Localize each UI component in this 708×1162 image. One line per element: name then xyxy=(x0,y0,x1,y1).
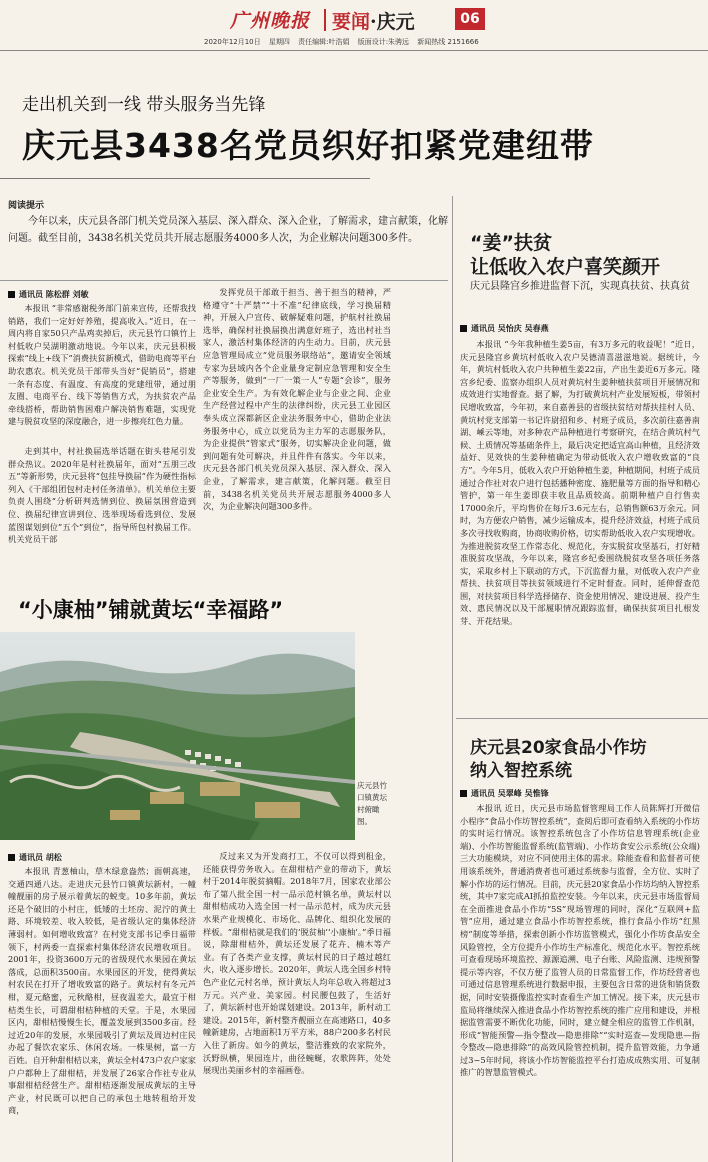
main-lead: 今年以来，庆元县各部门机关党员深入基层、深入群众、深入企业，了解需求，建言献策，化解问题。截至目前，3438名机关党员共开展志愿服务4000多人次，为企业解决问题300多件。 xyxy=(8,216,448,244)
pomelo-col-1: 本报讯 青葱柚山，草木绿意盎然；面朝高速，交通四通八达。走进庆元县竹口镇黄坛新村，一幢幢靓丽的房子展示着黄坛的蜕变。10多年前，黄坛还是个破旧的小村庄，低矮的土坯房、泥泞的黄土路、环境较差、收入较低，是省级认定的集体经济薄弱村。如何增收致富？在村党支部书记季日福带领下，村两委一直探索村集体经济农民增收项目。2001年，投资3600万元的省级现代水果园在黄坛落成，总面积3500亩。水果园区的开发，使得黄坛村农民在打开了增收致富的路子。黄坛村有冬元芦柑，夏元酪蜜，元秋酪柑，昼夜温差大，最宜于柑桔类生长，可谓甜柑桔种植的天堂。于是，水果园区内，甜柑桔慢慢生长，覆盖发展到3500多亩。经过近20年的发展，水果园吸引了黄坛及周边村庄民办起了餐饮农家乐、休闲农场。一株果树，富一方百姓。自开种甜柑桔以来，黄坛全村473户农户家家户户都种上了甜柑桔，并发展了26家合作社专业从事甜柑桔经营生产。甜柑桔逐渐发展成黄坛的主导产业，村民既可以把自己的承包土地转租给开发商， xyxy=(8,866,196,1116)
pomelo-col-2: 反过来又为开发商打工，不仅可以得到租金，还能获得劳务收入。在甜柑桔产业的带动下，黄坛村于2014年脱贫摘帽。2018年7月，国家农业部公布了第八批全国一村一品示范村镇名单，黄坛村以甜柑桔成功入选全国一村一品示范村，成为庆元县水果产业规模化、市场化、品牌化、组织化发展的样板。“甜柑桔就是我们的‘脱贫柚’‘小康柚’。”季日福说，除甜柑桔外，黄坛还发展了花卉、楠木等产业。有了各类产业支撑，黄坛村民的日子越过越红火，收入逐步增长。2020年，黄坛人选全国乡村特色产业亿元村名单，预计黄坛人均年总收入将超过3万元。兴产业、美家园。村民腰包鼓了，生活好了，黄坛新村也开始谋划建设。2013年，新村动工建设。2015年，新村整齐靓丽立在高速路口，40多幢新建房，占地面积1万平方米，88户200多名村民入住了新房。如今的黄坛，整洁雅致的农家院外，沃野纵横，果园连片，曲径蜿蜒，农歌阵阵，处处展现出美丽乡村的幸福画卷。 xyxy=(203,851,391,1076)
ginger-headline-1: “姜”扶贫 xyxy=(470,232,552,254)
ginger-headline-2: 让低收入农户喜笑颜开 xyxy=(470,256,661,278)
masthead-divider xyxy=(324,9,326,31)
issue-weekday: 星期四 xyxy=(268,38,290,46)
masthead-rule xyxy=(0,50,708,51)
village-aerial-photo xyxy=(0,632,355,840)
main-headline: 庆元县3438名党员织好扣紧党建纽带 xyxy=(22,126,594,165)
masthead-meta xyxy=(204,37,485,47)
food-headline-2: 纳入智控系统 xyxy=(470,761,572,781)
newspaper-logo: 广州晚报 xyxy=(230,10,311,32)
main-col-3: 发挥党员干部敢于担当、善于担当的精神，严格遵守“十严禁”“十不准”纪律底线，学习换届精神，开展入户宣传、破解疑难问题，护航村社换届选举，确保村社换届换出满意好班子，选出村社当家人，激活村集体经济的内生动力。目前，庆元县应急管理局成立“党员服务联络站”，邀请安全领域专家为县域内各个企业量身定制应急管理和安全生产等服务，做到“一厂一策一人”专题“会诊”，服务企业安全生产。为有效化解企业与企业之间、企业生产经营过程中产生的法律纠纷，庆元县工业园区奉头成立深都新区企业法务服务中心，借助企业法务服务中心，成立以党员为主力军的志愿服务队，为企业提供“管家式”服务，切实解决企业问题，做到问题有处可解决，并且件件有落实。今年以来，庆元县各部门机关党员深入基层、深入群众、深入企业，了解需求，建言献策，化解问题。截至目前，3438名机关党员共开展志愿服务4000多人次，为企业解决问题300多件。 xyxy=(203,287,391,512)
right-section-rule xyxy=(456,718,708,719)
headline-rule xyxy=(0,178,370,179)
main-kicker: 走出机关到一线 带头服务当先锋 xyxy=(22,95,266,115)
news-hotline: 新闻热线 2151666 xyxy=(417,38,479,46)
ginger-subhead: 庆元县隆宫乡推进监督下沉，实现真扶贫、扶真贫 xyxy=(470,281,690,292)
page-number: 06 xyxy=(455,8,485,30)
byline-square-icon xyxy=(8,854,15,861)
section-region: ·庆元 xyxy=(370,11,415,33)
main-col-1: 本报讯 “非常感谢税务部门前来宣传，还帮我找销路，我们一定好好养殖，提高收入。”近日，在一周内将自家50只产品鸡卖掉后，庆元县竹口镇竹上村低收户吴湖明激动地说。今年以来，庆元县积极探索“线上+线下”消费扶贫新模式，借助电商等平台助农惠农。机关党员干部带头当好“促销员”，搭建一条有态度、有温度、有高度的党建纽带，通过朋友圈、电商平台、线下等销售方式，为扶贫农产品牵线搭桥，帮助销售困难户解决销售难题，实现党建与脱贫攻坚的深度融合，进一步擦亮红色力量。 xyxy=(8,303,196,427)
food-headline-1: 庆元县20家食品小作坊 xyxy=(470,738,647,758)
byline-square-icon xyxy=(460,325,467,332)
village-aerial-illustration xyxy=(0,632,355,840)
byline-square-icon xyxy=(8,291,15,298)
ginger-body: 本报讯 “今年我种植生姜5亩，有3万多元的收益呢！”近日，庆元县隆宫乡黄坑村低收入农户吴德清喜滋滋地说。据统计，今年，黄坑村低收入农户共种植生姜22亩，产出生姜近6万多元。隆宫乡纪委、监察办组织人员对黄坑村生姜种植扶贫项目开展情况和成效进行实地督查。据了解，为打破黄坑村产业发展短板，带领村民增收致富，今年初，来自嘉善县的省级扶贫结对帮扶挂村人员、黄坑村党支部第一书记许尉招和乡、村班子成员，多次前往嘉善南湖、嵊云等地，对多种农产品种植进行考察研究，在结合黄坑村气候、土质情况等基础条件上，最后决定把适宜高山种植，且经济效益好、见效快的生姜种植确定为带动低收入农户增收致富的“良方”。今年5月，低收入农户开始种植生姜，种植期间，村班子成员通过合作社对农户进行包括播种密度、施肥量等方面的指导和精心管护，第一年生姜即获丰收且品质较高。前期种植户自行售卖17000余斤，平均售价在每斤3.6元左右，总销售额63万余元。同时，为方便农户销售，减少运输成本，提升经济效益，村班子成员多次寻找收购商，协商收购价格，切实帮助低收入农户实现增收。为推进脱贫攻坚工作常态化、规范化，夯实脱贫攻坚基石，打好精准脱贫攻坚战，今年以来，隆宫乡纪委围绕脱贫攻坚各项任务落实，采取乡村上下联动的方式，下沉监督力量，对低收入农户产业帮扶、扶贫项目等扶贫领域进行不定时督查。同时，延伸督查范围，对扶贫项目科学选择储存、资金使用情况、建设进展、投产生效、惠民情况以及干部履职情况跟踪监督，确保扶贫项目扎根发芽、开花结果。 xyxy=(460,339,700,627)
food-body: 本报讯 近日，庆元县市场监督管理局工作人员陈辉打开微信小程序“食品小作坊智控系统”，查阅后即可查看纳入系统的小作坊的实时运行情况。该智控系统包含了小作坊信息管理系统(企业端)、小作坊智能监督系统(监管端)、小作坊食安公示系统(公众端)三大功能模块，对应不同使用主体的需求。除能查看和监督者可使用该系统外，普通消费者也可通过系统参与监督，全方位、实时了解小作坊的运行情况。目前，庆元县20家食品小作坊均纳入智控系统，其中7家完成AI抓拍监控安装。今年以来，庆元县市场监督局在全面推进食品小作坊“5S”现场管理的同时，深化“互联网+监管”应用，通过建立食品小作坊智控系统，推行食品小作坊“红黑榜”制度等举措，探索创新小作坊监管模式，强化小作坊食品安全风险管控，全方位提升小作坊生产标准化、规范化水平。智控系统可查看现场环境监控、源源追溯、电子台账、风险监测、违规预警提示等内容，不仅方便了监管人员的日常监督工作，作坊经营者也可通过信息管理系统进行数据申报，主要包含日常的进货和销货数据，同时安装摄像监控实时查看生产加工情况。接下来，庆元县市监局将继续深入推进食品小作坊智控系统的推广应用和建设，并根据监管需要不断优化功能，同时，建立健全相应的监管工作机制，形成“智能预警—指令整改—隐患排除”“实时巡查—发现隐患—指令整改—隐患排除”的高效风险管控机制，提升监管效能，力争通过3~5年时间，将该小作坊智能监控平台打造成成熟实用、可复制推广的智慧监管模式。 xyxy=(460,803,700,1078)
issue-date: 2020年12月10日 xyxy=(204,38,261,46)
main-col-2: 走到其中，村社换届选举话题在街头巷尾引发群众热议。2020年是村社换届年，面对“五朋三改五”等新形势，庆元县将“包挂导换届”作为硬性指标列入《干部组团包村走村任务清单》。机关单位主要负责人围绕“分析研判选情到位、换届氛围营造到位、换届纪律宣讲到位、选举现场看选到位、发展蓝图谋划到位”五个“到位”，指导所包村换届工作。机关党员干部 xyxy=(8,446,196,545)
section-name: 要闻 xyxy=(332,11,371,33)
designer-credit: 版面设计:朱骋远 xyxy=(357,38,410,46)
lead-rule xyxy=(0,280,448,281)
pomelo-headline: “小康柚”铺就黄坛“幸福路” xyxy=(18,598,284,622)
column-divider xyxy=(452,196,453,1162)
ginger-byline: 通讯员 吴怡庆 吴春燕 xyxy=(460,323,549,334)
main-byline: 通讯员 陈松群 刘敏 xyxy=(8,289,89,300)
section-title xyxy=(332,7,415,34)
reading-tip-label: 阅读提示 xyxy=(8,201,45,211)
pomelo-byline: 通讯员 胡松 xyxy=(8,852,62,863)
photo-caption: 庆元县竹口镇黄坛村俯瞰图。 xyxy=(357,781,387,826)
byline-square-icon xyxy=(460,790,467,797)
editor-credit: 责任编辑:叶浩娟 xyxy=(298,38,350,46)
masthead xyxy=(0,0,708,44)
food-byline: 通讯员 吴翠峰 吴惟锋 xyxy=(460,788,549,799)
